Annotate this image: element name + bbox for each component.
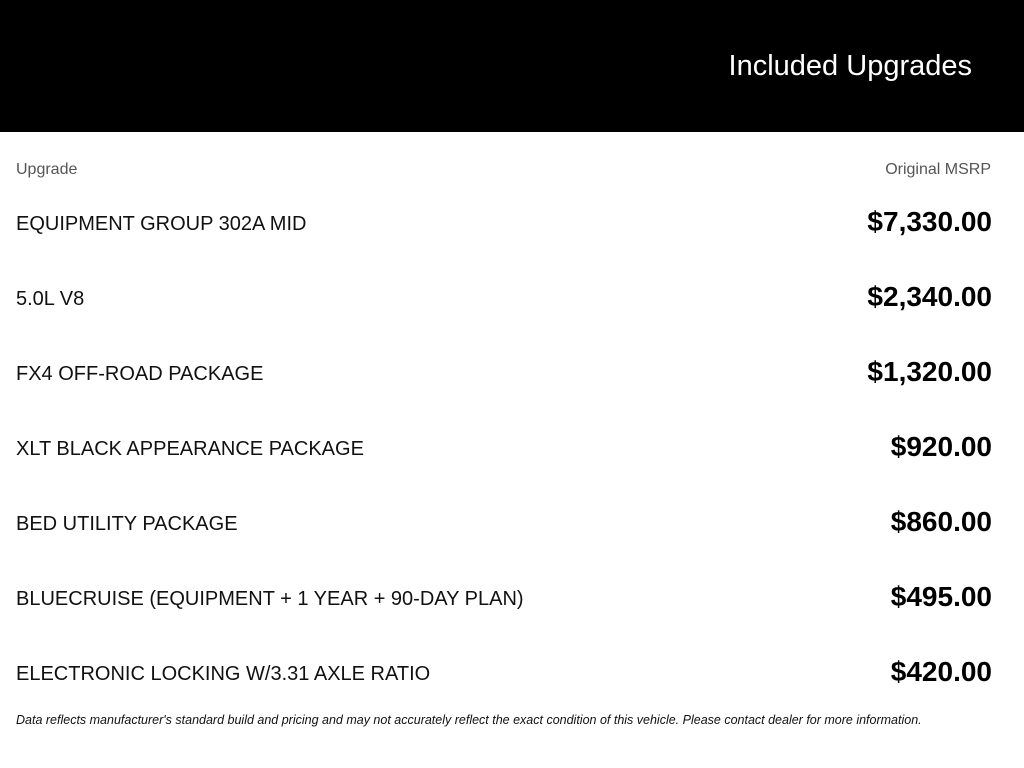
upgrade-price: $2,340.00	[867, 281, 992, 312]
page-title: Included Upgrades	[728, 50, 972, 82]
upgrade-name: BLUECRUISE (EQUIPMENT + 1 YEAR + 90-DAY PLAN)	[16, 588, 524, 610]
upgrade-name: XLT BLACK APPEARANCE PACKAGE	[16, 438, 364, 460]
upgrade-row	[0, 185, 1024, 260]
upgrade-name: EQUIPMENT GROUP 302A MID	[16, 213, 307, 235]
upgrade-price: $7,330.00	[867, 206, 992, 237]
upgrade-name: BED UTILITY PACKAGE	[16, 513, 238, 535]
upgrade-price: $920.00	[890, 431, 992, 462]
upgrade-price: $495.00	[890, 581, 992, 612]
upgrade-row	[0, 260, 1024, 335]
disclaimer-text: Data reflects manufacturer's standard build and pricing and may not accurately reflect the exact condition of this vehicle. Please contact dealer for more information.	[16, 713, 922, 727]
upgrade-row	[0, 485, 1024, 560]
upgrade-name: 5.0L V8	[16, 288, 85, 310]
upgrade-price: $860.00	[890, 506, 992, 537]
column-header-upgrade: Upgrade	[16, 161, 78, 178]
header-banner	[0, 0, 1024, 132]
column-header-msrp: Original MSRP	[885, 161, 991, 178]
upgrade-row	[0, 635, 1024, 710]
upgrade-name: FX4 OFF-ROAD PACKAGE	[16, 363, 264, 385]
upgrade-row	[0, 560, 1024, 635]
upgrade-name: ELECTRONIC LOCKING W/3.31 AXLE RATIO	[16, 663, 431, 685]
upgrade-price: $1,320.00	[867, 356, 992, 387]
upgrade-list	[0, 185, 1024, 710]
upgrade-price: $420.00	[890, 656, 992, 687]
upgrade-row	[0, 410, 1024, 485]
upgrade-row	[0, 335, 1024, 410]
